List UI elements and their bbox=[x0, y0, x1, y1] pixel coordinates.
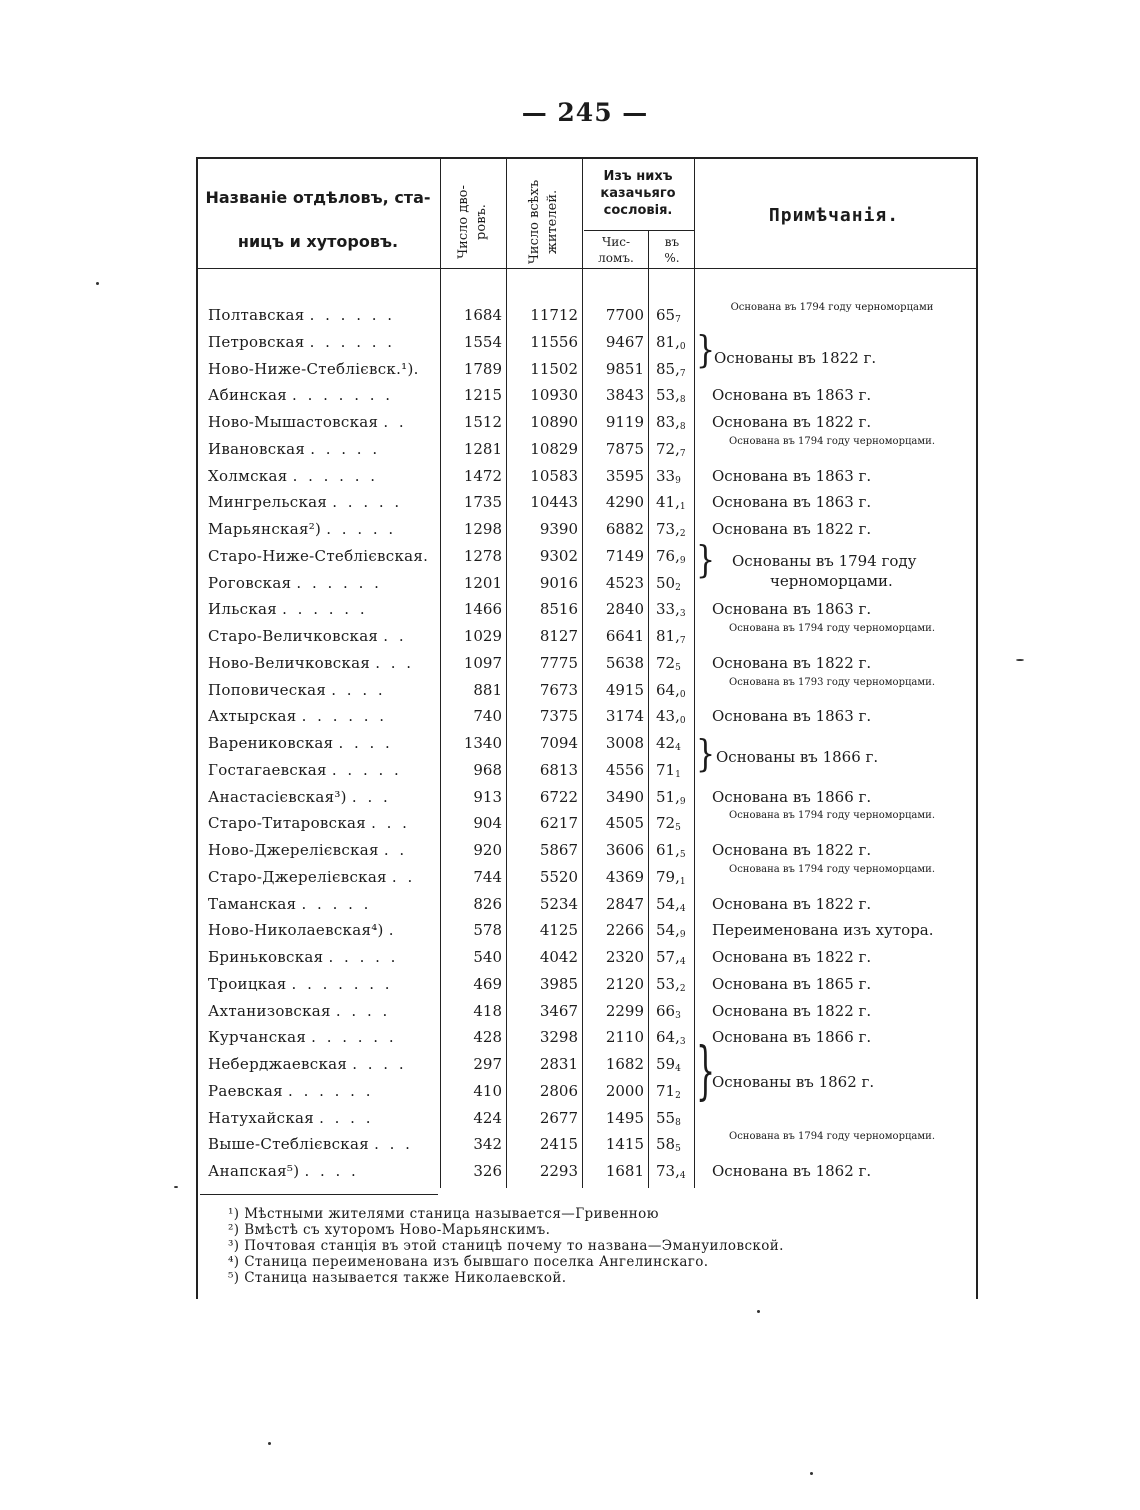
people-value: 6813 bbox=[539, 760, 578, 779]
station-name: Анастасієвская³) . . . bbox=[208, 787, 391, 806]
yards-value: 913 bbox=[473, 787, 502, 806]
cossack-pct-value: $59_4$ bbox=[656, 1055, 681, 1074]
scan-speck bbox=[96, 282, 99, 285]
table-row bbox=[0, 1055, 1140, 1081]
table-row bbox=[0, 1162, 1140, 1188]
row-note: Основана въ 1822 г. bbox=[712, 894, 872, 913]
table-row bbox=[0, 1082, 1140, 1108]
yards-value: 578 bbox=[473, 921, 502, 940]
table-row bbox=[0, 1109, 1140, 1135]
people-value: 4042 bbox=[539, 948, 578, 966]
people-value: 10829 bbox=[530, 439, 578, 458]
cossack-count-value: 1415 bbox=[605, 1135, 644, 1154]
row-note: Переименована изъ хутора. bbox=[712, 921, 934, 940]
station-name: Холмская . . . . . . bbox=[208, 466, 379, 485]
cossack-count-value: 2840 bbox=[605, 600, 644, 619]
people-value: 11502 bbox=[530, 359, 578, 378]
yards-value: 326 bbox=[473, 1162, 502, 1180]
station-name: Роговская . . . . . . bbox=[208, 573, 382, 592]
cossack-count-value: 4915 bbox=[605, 680, 644, 699]
row-note: Основана въ 1794 году черноморцами. bbox=[729, 810, 935, 822]
yards-value: 410 bbox=[473, 1081, 502, 1100]
yards-value: 1684 bbox=[463, 306, 502, 324]
station-name: Марьянская²) . . . . . bbox=[208, 520, 397, 538]
people-value: 2293 bbox=[539, 1162, 578, 1180]
station-name: Гостагаевская . . . . . bbox=[208, 760, 402, 779]
group-note-1866: Основаны въ 1866 г. bbox=[716, 748, 879, 766]
station-name: Курчанская . . . . . . bbox=[208, 1028, 397, 1047]
yards-value: 1029 bbox=[463, 627, 502, 645]
cossack-count-value: 2110 bbox=[605, 1028, 644, 1047]
cossack-count-value: 9119 bbox=[605, 413, 644, 431]
cossack-pct-value: $65_7$ bbox=[656, 306, 681, 325]
people-value: 2831 bbox=[539, 1055, 578, 1073]
table-row bbox=[0, 302, 1140, 332]
yards-value: 1201 bbox=[463, 573, 502, 592]
header-cossack-col: Изъ нихъ казачьяго сословія. bbox=[600, 169, 676, 218]
cossack-count-value: 3606 bbox=[605, 841, 644, 859]
station-name: Ново-Ниже-Стеблієвск.¹). bbox=[208, 359, 419, 378]
row-note: Основана въ 1794 году черноморцами. bbox=[729, 1131, 935, 1143]
cossack-pct-value: $79,_1$ bbox=[656, 867, 686, 887]
table-row bbox=[0, 761, 1140, 787]
cossack-count-value: 3595 bbox=[605, 466, 644, 485]
scan-speck bbox=[810, 1472, 813, 1475]
people-value: 7094 bbox=[539, 734, 578, 752]
station-name: Ивановская . . . . . bbox=[208, 439, 381, 458]
station-name: Полтавская . . . . . . bbox=[208, 306, 396, 324]
row-note: Основана въ 1866 г. bbox=[712, 1028, 872, 1047]
people-value: 10890 bbox=[530, 413, 578, 431]
table-row bbox=[0, 360, 1140, 386]
row-note: Основана въ 1863 г. bbox=[712, 707, 872, 726]
cossack-pct-value: $41,_1$ bbox=[656, 493, 686, 513]
table-row bbox=[0, 435, 1140, 466]
yards-value: 424 bbox=[473, 1108, 502, 1127]
station-name: Таманская . . . . . bbox=[208, 894, 372, 913]
footnote-1: ¹) Мѣстными жителями станица называется—Гривенною bbox=[228, 1206, 659, 1222]
table-row bbox=[0, 895, 1140, 921]
cossack-count-value: 3174 bbox=[605, 707, 644, 726]
cossack-count-value: 2847 bbox=[605, 894, 644, 913]
cossack-pct-value: $72_5$ bbox=[656, 653, 681, 673]
yards-value: 968 bbox=[473, 760, 502, 779]
footnote-3: ³) Почтовая станція въ этой станицѣ почему то названа—Эмануиловской. bbox=[228, 1238, 784, 1254]
header-people-col: Число всѣхъ жителей. bbox=[527, 179, 560, 265]
cossack-pct-value: $51,_9$ bbox=[656, 787, 686, 807]
table-row bbox=[0, 623, 1140, 653]
cossack-pct-value: $33,_3$ bbox=[656, 600, 686, 620]
table-row bbox=[0, 948, 1140, 974]
page-number: — 245 — bbox=[521, 98, 649, 127]
yards-value: 469 bbox=[473, 974, 502, 993]
yards-value: 1472 bbox=[463, 466, 502, 485]
people-value: 3298 bbox=[539, 1028, 578, 1047]
table-row bbox=[0, 975, 1140, 1001]
people-value: 3985 bbox=[539, 974, 578, 993]
station-name: Неберджаевская . . . . bbox=[208, 1055, 407, 1073]
people-value: 8516 bbox=[539, 600, 578, 619]
cossack-count-value: 6882 bbox=[605, 520, 644, 538]
yards-value: 1278 bbox=[463, 546, 502, 565]
cossack-pct-value: $72,_7$ bbox=[656, 439, 686, 459]
cossack-pct-value: $33_9$ bbox=[656, 466, 681, 486]
group-note-1862: Основаны въ 1862 г. bbox=[712, 1073, 875, 1091]
group-note-1794: Основаны въ 1794 году bbox=[732, 552, 917, 570]
row-note: Основана въ 1863 г. bbox=[712, 386, 872, 405]
cossack-pct-value: $43,_0$ bbox=[656, 707, 686, 727]
cossack-count-value: 2266 bbox=[605, 921, 644, 940]
row-note: Основана въ 1822 г. bbox=[712, 948, 872, 966]
cossack-pct-value: $71_1$ bbox=[656, 760, 681, 780]
people-value: 6722 bbox=[539, 787, 578, 806]
cossack-pct-value: $83,_8$ bbox=[656, 413, 686, 432]
cossack-pct-value: $50_2$ bbox=[656, 573, 681, 593]
row-note: Основана въ 1793 году черноморцами. bbox=[729, 676, 935, 688]
yards-value: 1512 bbox=[463, 413, 502, 431]
station-name: Старо-Джерелієвская . . bbox=[208, 867, 416, 886]
yards-value: 1789 bbox=[463, 359, 502, 378]
station-name: Ново-Величковская . . . bbox=[208, 653, 415, 672]
cossack-count-value: 4290 bbox=[605, 493, 644, 512]
header-bottom-rule bbox=[196, 268, 976, 269]
scan-speck bbox=[174, 1186, 178, 1188]
cossack-pct-value: $81,_7$ bbox=[656, 627, 686, 646]
group-note-1822: Основаны въ 1822 г. bbox=[714, 349, 877, 367]
station-name: Ахтырская . . . . . . bbox=[208, 707, 388, 726]
cossack-count-value: 4505 bbox=[605, 814, 644, 833]
cossack-pct-value: $55_8$ bbox=[656, 1108, 681, 1128]
cossack-pct-value: $58_5$ bbox=[656, 1135, 681, 1155]
station-name: Мингрельская . . . . . bbox=[208, 493, 403, 512]
people-value: 6217 bbox=[539, 814, 578, 833]
people-value: 9302 bbox=[539, 546, 578, 565]
station-name: Ново-Николаевская⁴) . bbox=[208, 921, 397, 940]
yards-value: 428 bbox=[473, 1028, 502, 1047]
cossack-subheader-rule bbox=[584, 230, 694, 231]
cossack-pct-value: $64,_3$ bbox=[656, 1028, 686, 1048]
station-name: Выше-Стеблієвская . . . bbox=[208, 1135, 413, 1154]
people-value: 5234 bbox=[539, 894, 578, 913]
cossack-count-value: 2000 bbox=[605, 1081, 644, 1100]
station-name: Абинская . . . . . . . bbox=[208, 386, 394, 405]
table-row bbox=[0, 841, 1140, 867]
yards-value: 1097 bbox=[463, 653, 502, 672]
yards-value: 1466 bbox=[463, 600, 502, 619]
row-note: Основана въ 1822 г. bbox=[712, 520, 872, 538]
scan-speck bbox=[268, 1442, 271, 1445]
row-note: Основана въ 1794 году черноморцами bbox=[730, 302, 934, 313]
table-row bbox=[0, 654, 1140, 680]
people-value: 11712 bbox=[530, 306, 578, 324]
row-note: Основана въ 1866 г. bbox=[712, 787, 872, 806]
people-value: 7375 bbox=[539, 707, 578, 726]
yards-value: 920 bbox=[473, 841, 502, 859]
cossack-pct-value: $73,_2$ bbox=[656, 520, 686, 539]
station-name: Ново-Джерелієвская . . bbox=[208, 841, 408, 859]
station-name: Троицкая . . . . . . . bbox=[208, 974, 393, 993]
people-value: 11556 bbox=[530, 332, 578, 351]
table-row bbox=[0, 1131, 1140, 1161]
yards-value: 540 bbox=[473, 948, 502, 966]
station-name: Ильская . . . . . . bbox=[208, 600, 368, 619]
footnote-2: ²) Вмѣстѣ съ хуторомъ Ново-Марьянскимъ. bbox=[228, 1222, 551, 1238]
yards-value: 1735 bbox=[463, 493, 502, 512]
yards-value: 1340 bbox=[463, 734, 502, 752]
station-name: Раевская . . . . . . bbox=[208, 1081, 374, 1100]
brace-icon: } bbox=[696, 328, 716, 373]
cossack-count-value: 2120 bbox=[605, 974, 644, 993]
header-yards-col: Число дво- ровъ. bbox=[456, 185, 489, 259]
table-row bbox=[0, 600, 1140, 626]
yards-value: 744 bbox=[473, 867, 502, 886]
cossack-count-value: 1682 bbox=[605, 1055, 644, 1073]
row-note: Основана въ 1822 г. bbox=[712, 413, 872, 431]
brace-icon: } bbox=[696, 1035, 716, 1109]
people-value: 7775 bbox=[539, 653, 578, 672]
cossack-count-value: 3843 bbox=[605, 386, 644, 405]
cossack-pct-value: $72_5$ bbox=[656, 814, 681, 834]
people-value: 10930 bbox=[530, 386, 578, 405]
footnote-4: ⁴) Станица переименована изъ бывшаго поселка Ангелинскаго. bbox=[228, 1254, 709, 1270]
cossack-count-value: 9467 bbox=[605, 332, 644, 351]
table-row bbox=[0, 574, 1140, 600]
station-name: Анапская⁵) . . . . bbox=[208, 1162, 359, 1180]
cossack-pct-value: $54,_4$ bbox=[656, 894, 686, 914]
cossack-pct-value: $66_3$ bbox=[656, 1001, 681, 1021]
yards-value: 1554 bbox=[463, 332, 502, 351]
yards-value: 740 bbox=[473, 707, 502, 726]
people-value: 10583 bbox=[530, 466, 578, 485]
people-value: 7673 bbox=[539, 680, 578, 699]
people-value: 5520 bbox=[539, 867, 578, 886]
cossack-pct-value: $61,_5$ bbox=[656, 841, 686, 860]
cossack-count-value: 7149 bbox=[605, 546, 644, 565]
yards-value: 418 bbox=[473, 1001, 502, 1020]
table-row bbox=[0, 676, 1140, 707]
people-value: 2806 bbox=[539, 1081, 578, 1100]
table-row bbox=[0, 520, 1140, 546]
cossack-count-value: 2299 bbox=[605, 1001, 644, 1020]
yards-value: 904 bbox=[473, 814, 502, 833]
station-name: Старо-Величковская . . bbox=[208, 627, 407, 645]
header-notes-col: Примѣчанія. bbox=[768, 205, 900, 226]
table-row bbox=[0, 921, 1140, 947]
header-cossack-pct: въ %. bbox=[664, 235, 680, 265]
cossack-count-value: 4523 bbox=[605, 573, 644, 592]
yards-value: 342 bbox=[473, 1135, 502, 1154]
row-note: Основана въ 1863 г. bbox=[712, 600, 872, 619]
cossack-pct-value: $73,_4$ bbox=[656, 1162, 686, 1181]
cossack-count-value: 7700 bbox=[605, 306, 644, 324]
cossack-count-value: 4556 bbox=[605, 760, 644, 779]
scan-speck bbox=[757, 1310, 760, 1313]
cossack-count-value: 3008 bbox=[605, 734, 644, 752]
row-note: Основана въ 1822 г. bbox=[712, 653, 872, 672]
table-row bbox=[0, 863, 1140, 894]
station-name: Петровская . . . . . . bbox=[208, 332, 396, 351]
row-note: Основана въ 1822 г. bbox=[712, 1001, 872, 1020]
cossack-count-value: 1495 bbox=[605, 1108, 644, 1127]
cossack-pct-value: $53,_2$ bbox=[656, 974, 686, 994]
yards-value: 826 bbox=[473, 894, 502, 913]
table-row bbox=[0, 788, 1140, 814]
brace-icon: } bbox=[696, 732, 716, 777]
yards-value: 1215 bbox=[463, 386, 502, 405]
brace-icon: } bbox=[696, 538, 716, 583]
cossack-pct-value: $85,_7$ bbox=[656, 359, 686, 379]
cossack-pct-value: $53,_8$ bbox=[656, 386, 686, 406]
scan-speck bbox=[1016, 659, 1024, 661]
yards-value: 1281 bbox=[463, 439, 502, 458]
yards-value: 881 bbox=[473, 680, 502, 699]
cossack-pct-value: $81,_0$ bbox=[656, 332, 686, 352]
footnote-rule bbox=[200, 1194, 438, 1195]
header-cossack-count: Чис- ломъ. bbox=[598, 235, 634, 265]
yards-value: 297 bbox=[473, 1055, 502, 1073]
cossack-count-value: 5638 bbox=[605, 653, 644, 672]
station-name: Ахтанизовская . . . . bbox=[208, 1001, 391, 1020]
cossack-pct-value: $57,_4$ bbox=[656, 948, 686, 967]
table-row bbox=[0, 386, 1140, 412]
station-name: Старо-Титаровская . . . bbox=[208, 814, 410, 833]
cossack-pct-value: $54,_9$ bbox=[656, 921, 686, 941]
table-row bbox=[0, 493, 1140, 519]
header-name-col: Названіе отдѣловъ, ста- ницъ и хуторовъ. bbox=[205, 188, 431, 251]
table-row bbox=[0, 1002, 1140, 1028]
group-note-1794-cont: черноморцами. bbox=[770, 572, 893, 590]
people-value: 2415 bbox=[539, 1135, 578, 1154]
people-value: 9390 bbox=[539, 520, 578, 538]
people-value: 4125 bbox=[539, 921, 578, 940]
table-row bbox=[0, 333, 1140, 359]
table-row bbox=[0, 1028, 1140, 1054]
station-name: Ново-Мышастовская . . bbox=[208, 413, 407, 431]
cossack-count-value: 7875 bbox=[605, 439, 644, 458]
row-note: Основана въ 1863 г. bbox=[712, 493, 872, 512]
cossack-pct-value: $42_4$ bbox=[656, 734, 681, 753]
cossack-count-value: 4369 bbox=[605, 867, 644, 886]
station-name: Варениковская . . . . bbox=[208, 734, 393, 752]
cossack-count-value: 6641 bbox=[605, 627, 644, 645]
people-value: 5867 bbox=[539, 841, 578, 859]
footnote-5: ⁵) Станица называется также Николаевской. bbox=[228, 1270, 567, 1286]
yards-value: 1298 bbox=[463, 520, 502, 538]
cossack-pct-value: $64,_0$ bbox=[656, 680, 686, 700]
station-name: Бриньковская . . . . . bbox=[208, 948, 399, 966]
cossack-count-value: 9851 bbox=[605, 359, 644, 378]
row-note: Основана въ 1794 году черноморцами. bbox=[729, 435, 935, 447]
people-value: 3467 bbox=[539, 1001, 578, 1020]
table-row bbox=[0, 707, 1140, 733]
cossack-count-value: 2320 bbox=[605, 948, 644, 966]
table-row bbox=[0, 413, 1140, 439]
cossack-pct-value: $71_2$ bbox=[656, 1081, 681, 1101]
row-note: Основана въ 1863 г. bbox=[712, 466, 872, 485]
people-value: 8127 bbox=[539, 627, 578, 645]
table-row bbox=[0, 734, 1140, 760]
station-name: Старо-Ниже-Стеблієвская. bbox=[208, 546, 429, 565]
footnotes bbox=[228, 1206, 784, 1286]
cossack-count-value: 3490 bbox=[605, 787, 644, 806]
row-note: Основана въ 1862 г. bbox=[712, 1162, 872, 1180]
row-note: Основана въ 1865 г. bbox=[712, 974, 872, 993]
cossack-count-value: 1681 bbox=[605, 1162, 644, 1180]
row-note: Основана въ 1822 г. bbox=[712, 841, 872, 859]
row-note: Основана въ 1794 году черноморцами. bbox=[729, 623, 935, 634]
station-name: Поповическая . . . . bbox=[208, 680, 386, 699]
row-note: Основана въ 1794 году черноморцами. bbox=[729, 863, 935, 875]
people-value: 9016 bbox=[539, 573, 578, 592]
station-name: Натухайская . . . . bbox=[208, 1108, 374, 1127]
table-row bbox=[0, 810, 1140, 840]
people-value: 2677 bbox=[539, 1108, 578, 1127]
cossack-pct-value: $76,_9$ bbox=[656, 546, 686, 566]
people-value: 10443 bbox=[530, 493, 578, 512]
table-row bbox=[0, 467, 1140, 493]
table-row bbox=[0, 547, 1140, 573]
